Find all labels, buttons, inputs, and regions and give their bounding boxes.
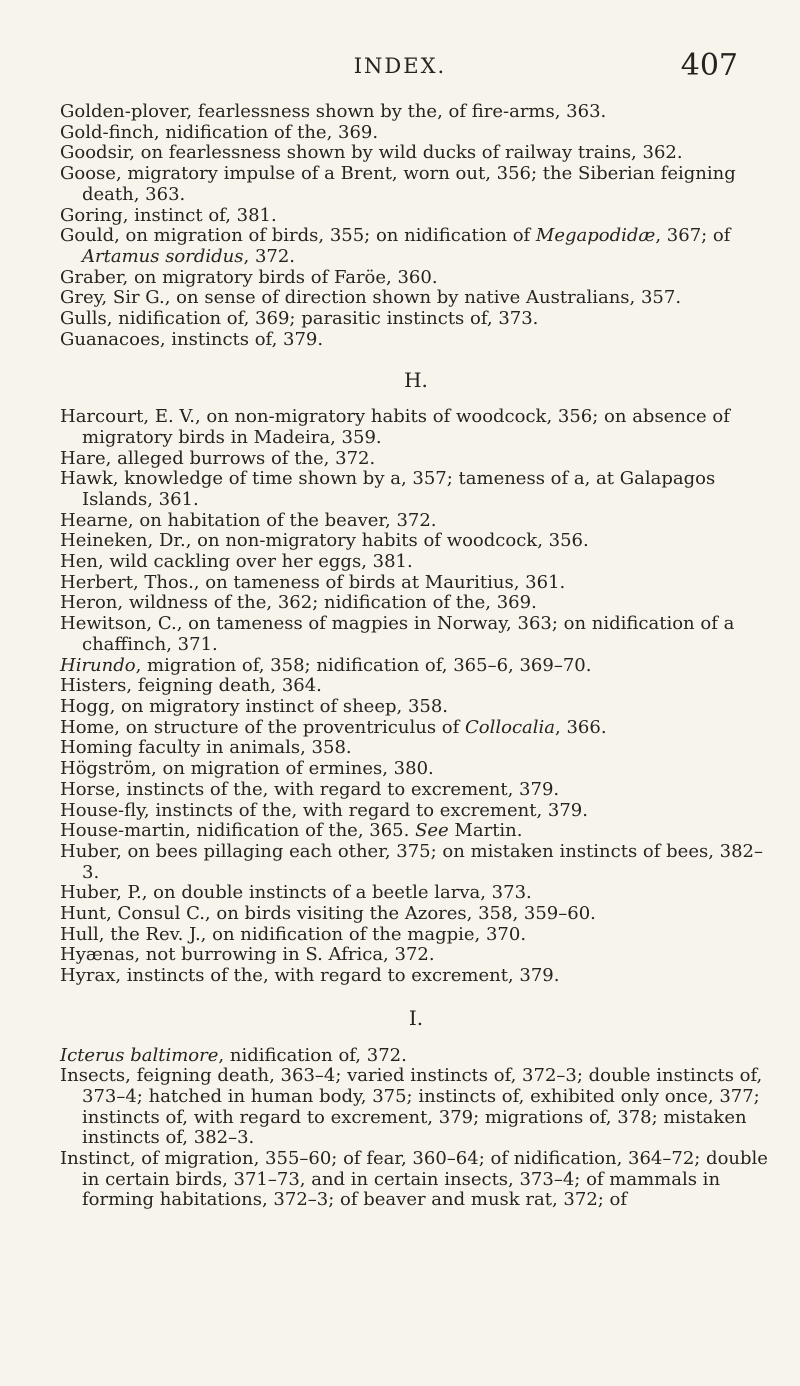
index-entry: Insects, feigning death, 363–4; varied instincts of, 372–3; double instincts of, 373–4; hatched in human body, 375; instincts of, exhibited only once, 377; instincts of, with regard to excrement, 379; migrations of, 378; mistaken instincts of, 382–3. — [60, 1065, 763, 1149]
italic-term: Icterus baltimore — [60, 1044, 219, 1066]
index-entry: Homing faculty in animals, 358. — [60, 737, 352, 759]
entry-text: Martin. — [448, 820, 523, 842]
index-entry: Hearne, on habitation of the beaver, 372. — [60, 509, 437, 531]
index-entry — [60, 821, 772, 842]
index-entry: Hyrax, instincts of the, with regard to excrement, 379. — [60, 965, 560, 987]
section-letter-h: H. — [404, 368, 428, 393]
entry-text: , 367; of — [655, 225, 731, 247]
index-entry: Golden-plover, fearlessness shown by the, of fire-arms, 363. — [60, 101, 607, 122]
index-entry: Huber, on bees pillaging each other, 375; on mistaken instincts of bees, 382–3. — [60, 840, 764, 883]
index-entries-i — [60, 1046, 772, 1212]
index-entry: Huber, P., on double instincts of a beetle larva, 373. — [60, 882, 532, 904]
index-entry — [60, 656, 772, 677]
entry-text: , migration of, 358; nidification of, 365–6, 369–70. — [135, 654, 592, 676]
index-entry: Instinct, of migration, 355–60; of fear, 360–64; of nidification, 364–72; double in certain birds, 371–73, and in certain insects, 373–4; of mammals in forming habitations, 372–3; of beaver and musk rat, 372; of — [60, 1148, 768, 1211]
index-entry: Hewitson, C., on tameness of magpies in Norway, 363; on nidification of a chaffinch, 371. — [60, 613, 735, 655]
running-head-title: INDEX. — [353, 54, 447, 78]
entry-text: Gould, on migration of birds, 355; on nidification of — [60, 225, 536, 247]
index-entry: Grey, Sir G., on sense of direction shown by native Australians, 357. — [60, 287, 682, 309]
index-entry: Gold-finch, nidification of the, 369. — [60, 121, 379, 143]
entry-text: , nidification of, 372. — [218, 1044, 407, 1066]
entry-text: , 366. — [555, 716, 607, 738]
index-entry: House-fly, instincts of the, with regard to excrement, 379. — [60, 799, 588, 821]
section-letter-i: I. — [408, 1005, 424, 1030]
italic-term: Megapodidæ — [535, 225, 656, 247]
index-entry — [60, 1046, 772, 1067]
index-entry: Hunt, Consul C., on birds visiting the Azores, 358, 359–60. — [60, 903, 596, 925]
index-entry: Graber, on migratory birds of Faröe, 360. — [60, 266, 438, 288]
index-entry: Horse, instincts of the, with regard to excrement, 379. — [60, 778, 560, 800]
index-entry: Heineken, Dr., on non-migratory habits of woodcock, 356. — [60, 530, 589, 552]
index-entry: Harcourt, E. V., on non-migratory habits of woodcock, 356; on absence of migratory birds in Madeira, 359. — [60, 406, 730, 448]
index-entry: Goodsir, on fearlessness shown by wild ducks of railway trains, 362. — [60, 142, 683, 164]
index-entry — [60, 718, 772, 739]
running-head — [0, 48, 800, 88]
index-entry: Hull, the Rev. J., on nidification of the magpie, 370. — [60, 923, 527, 945]
index-entries-h — [60, 407, 772, 987]
entry-text: Home, on structure of the proventriculus of — [60, 716, 465, 738]
index-entry: Goose, migratory impulse of a Brent, worn out, 356; the Siberian feigning death, 363. — [60, 163, 736, 205]
index-entry: Goring, instinct of, 381. — [60, 204, 277, 226]
index-entry: Histers, feigning death, 364. — [60, 675, 322, 697]
page-number: 407 — [680, 48, 738, 83]
entry-text: , 372. — [243, 245, 296, 267]
index-entry: Hyænas, not burrowing in S. Africa, 372. — [60, 944, 435, 966]
index-entry — [60, 226, 772, 267]
index-entry: Herbert, Thos., on tameness of birds at Mauritius, 361. — [60, 571, 566, 593]
index-entry: Hen, wild cackling over her eggs, 381. — [60, 551, 413, 573]
index-entry: Gulls, nidification of, 369; parasitic instincts of, 373. — [60, 308, 539, 330]
italic-term: Hirundo — [60, 654, 136, 676]
entry-text: House-martin, nidification of the, 365. — [60, 820, 416, 842]
index-entry: Guanacoes, instincts of, 379. — [60, 328, 324, 350]
index-entry: Hare, alleged burrows of the, 372. — [60, 447, 376, 469]
index-entry: Högström, on migration of ermines, 380. — [60, 758, 434, 780]
index-content — [60, 102, 772, 1211]
index-entry: Heron, wildness of the, 362; nidification of the, 369. — [60, 592, 537, 614]
italic-term: See — [415, 820, 449, 842]
italic-term: Artamus sordidus — [82, 245, 244, 267]
index-entry: Hogg, on migratory instinct of sheep, 358. — [60, 695, 449, 717]
index-entries-g — [60, 102, 772, 350]
index-entry: Hawk, knowledge of time shown by a, 357; tameness of a, at Galapagos Islands, 361. — [60, 468, 716, 510]
italic-term: Collocalia — [465, 716, 556, 738]
